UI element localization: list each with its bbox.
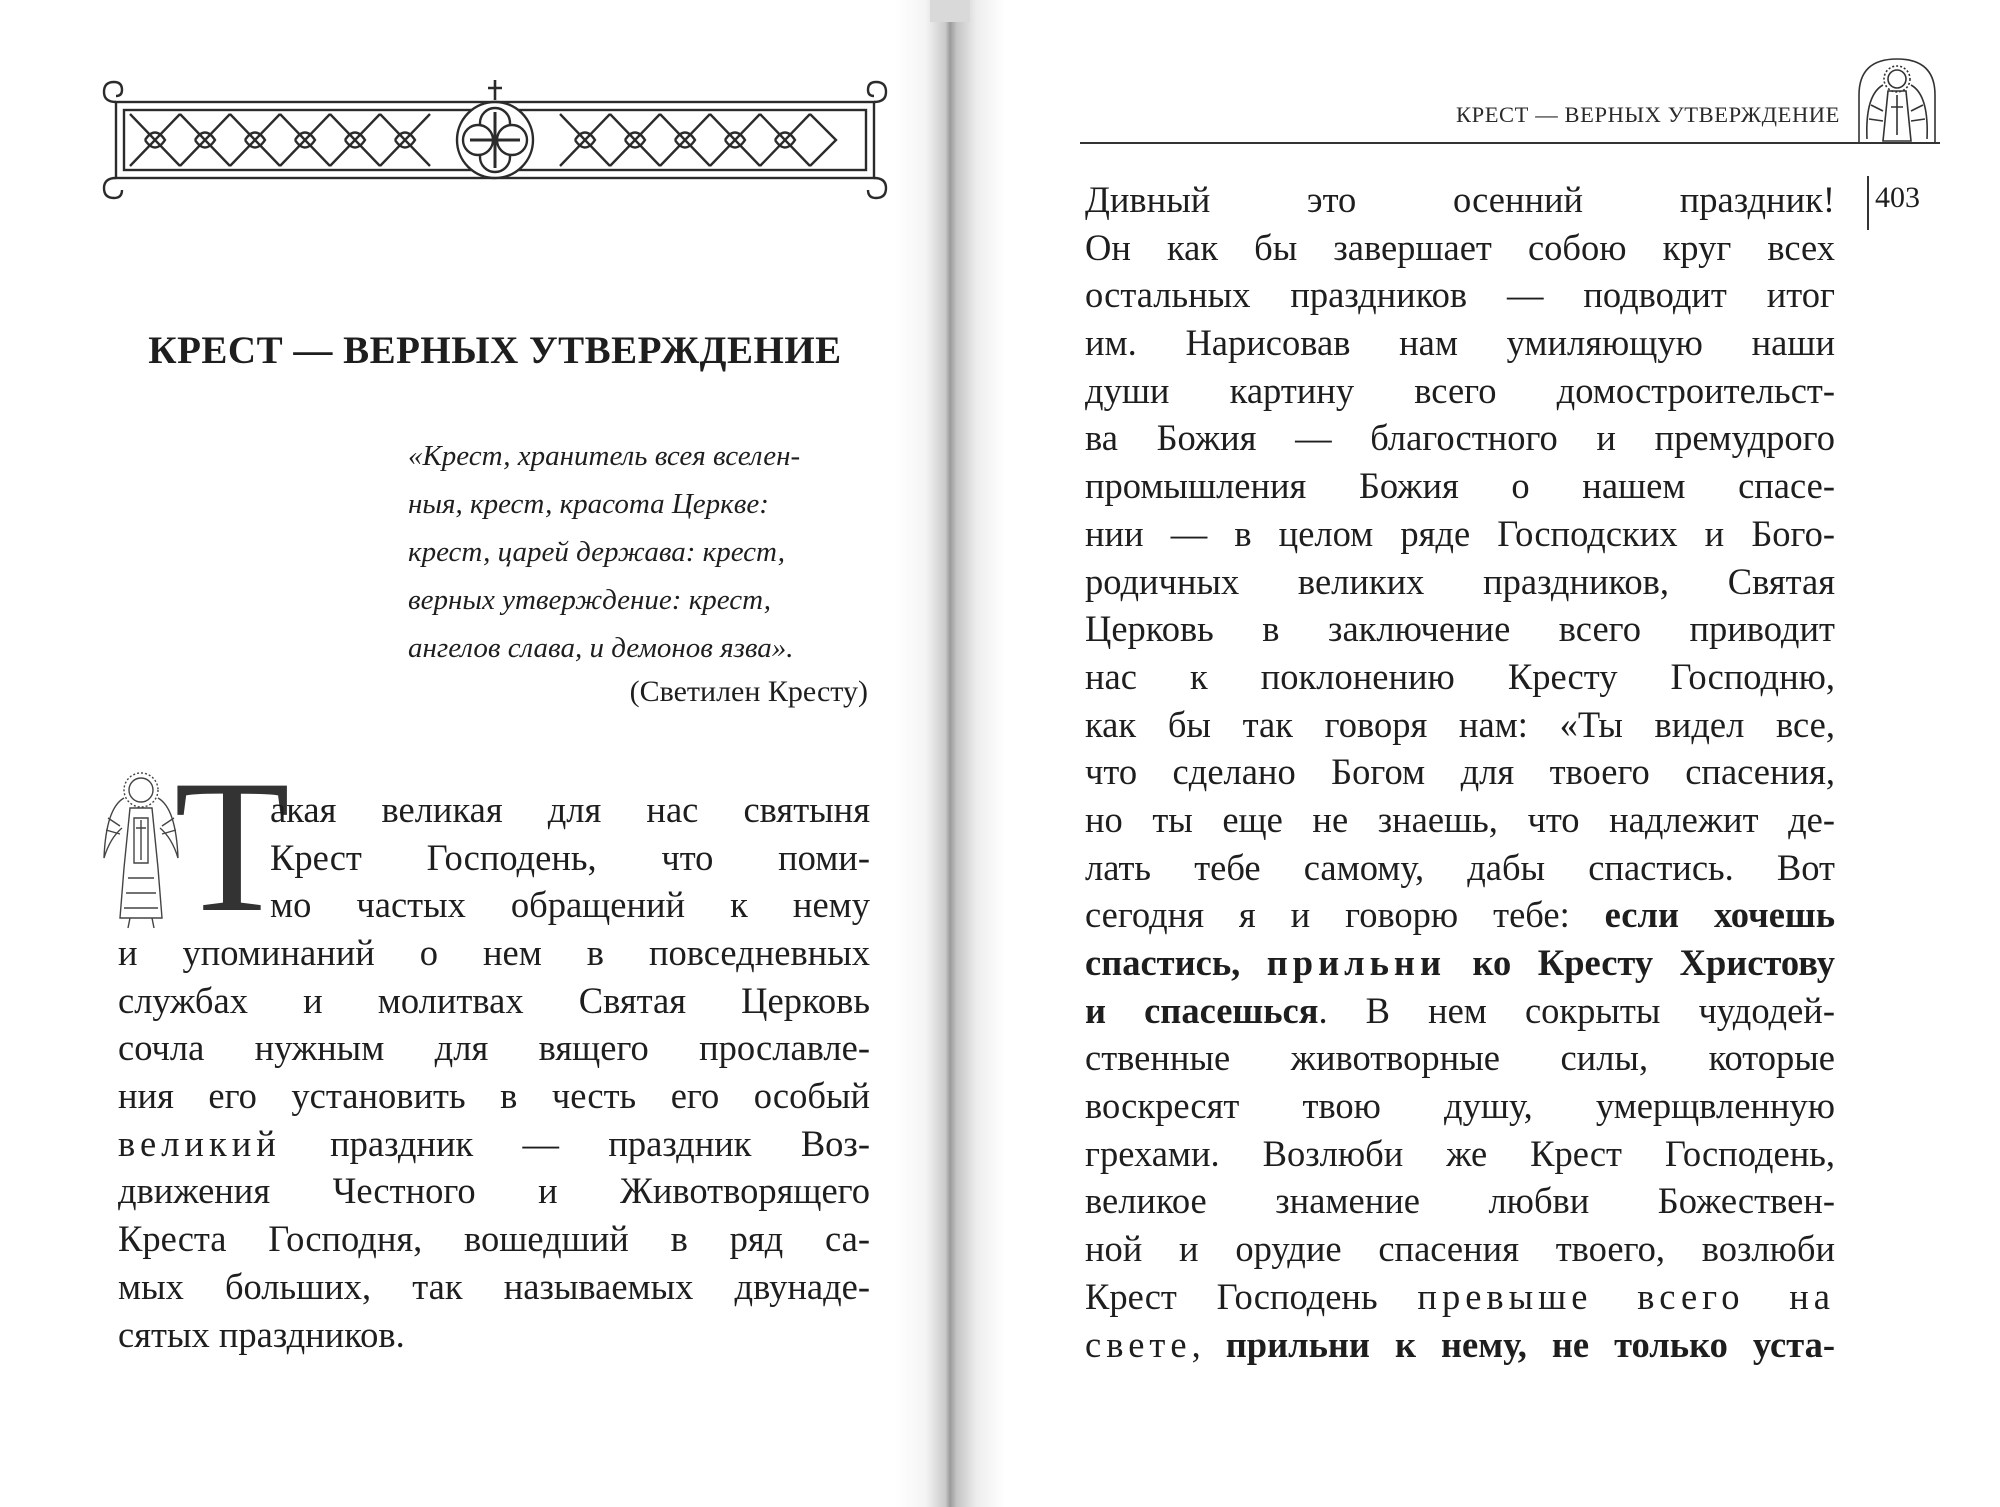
text-line: мых больших, так называемых двунаде-: [118, 1265, 870, 1307]
epigraph: [408, 432, 868, 672]
cross-ornament-headpiece: [100, 80, 890, 200]
drop-cap: Т: [174, 742, 291, 952]
text-line: [1085, 939, 1835, 987]
right-paragraph: [1085, 176, 1835, 1368]
text-run: . В нем сокрыты чудодей-: [1318, 989, 1835, 1031]
epigraph-line: крест, царей держава: крест,: [408, 536, 785, 568]
text-line: сочла нужным для вящего прославле-: [118, 1027, 870, 1069]
epigraph-line: ныя, крест, красота Церкве:: [408, 488, 769, 520]
text-line: остальных праздников — подводит итог: [1085, 274, 1835, 316]
text-line: [1085, 987, 1835, 1035]
bold-text: прильни к нему, не только уста-: [1225, 1323, 1836, 1365]
text-run: праздник — праздник Воз-: [280, 1122, 870, 1164]
epigraph-line: ангелов слава, и демонов язва».: [408, 632, 794, 664]
bold-text: ко Кресту Христову: [1445, 942, 1835, 983]
text-line: как бы так говоря нам: «Ты видел все,: [1085, 703, 1835, 745]
text-line: [1085, 1321, 1835, 1369]
bold-text: и спасешься: [1085, 989, 1319, 1031]
text-line: [118, 1120, 870, 1168]
text-line: ва Божия — благостного и премудрого: [1085, 417, 1835, 459]
angel-illustration-icon: [100, 768, 182, 930]
text-run: ,: [1191, 1323, 1226, 1365]
epigraph-line: «Крест, хранитель всея вселен-: [408, 440, 801, 472]
chapter-title: КРЕСТ — ВЕРНЫХ УТВЕРЖДЕНИЕ: [148, 329, 842, 372]
text-line: промышления Божия о нашем спасе-: [1085, 465, 1835, 507]
text-line: ния его установить в честь его особый: [118, 1075, 870, 1117]
spaced-text: превыше всего на: [1417, 1275, 1835, 1317]
bold-text: если хочешь: [1604, 894, 1836, 936]
text-line: грехами. Возлюби же Крест Господень,: [1085, 1132, 1835, 1174]
text-line: и упоминаний о нем в повседневных: [118, 932, 870, 973]
text-line: лать тебе самому, дабы спастись. Вот: [1085, 846, 1835, 888]
text-line: Дивный это осенний праздник!: [1085, 179, 1835, 220]
text-line: Он как бы завершает собою круг всех: [1085, 226, 1835, 268]
text-run: Крест Господень: [1085, 1275, 1418, 1317]
text-line: нии — в целом ряде Господских и Бого-: [1085, 512, 1835, 554]
spaced-text: великий: [118, 1122, 281, 1164]
intro-paragraph: [270, 786, 870, 929]
text-line: родичных великих праздников, Святая: [1085, 560, 1835, 602]
book-gutter: [895, 0, 1005, 1507]
epigraph-source: (Светилен Кресту): [629, 675, 868, 708]
text-line: сятых праздников.: [118, 1313, 405, 1355]
bold-text: спастись,: [1085, 942, 1267, 983]
text-line: мо частых обращений к нему: [270, 884, 870, 926]
text-line: акая великая для нас святыня: [270, 789, 870, 830]
text-line: Крест Господень, что поми-: [270, 836, 870, 878]
angel-header-icon: [1855, 55, 1940, 145]
bold-spaced-text: прильни: [1266, 942, 1446, 983]
text-line: что сделано Богом для твоего спасения,: [1085, 751, 1835, 793]
running-head: КРЕСТ — ВЕРНЫХ УТВЕРЖДЕНИЕ: [1455, 102, 1840, 127]
text-line: [1085, 1273, 1835, 1321]
text-line: Креста Господня, вошедший в ряд са-: [118, 1218, 870, 1260]
text-line: им. Нарисовав нам умиляющую наши: [1085, 322, 1835, 364]
text-line: но ты еще не знаешь, что надлежит де-: [1085, 798, 1835, 840]
text-line: [1085, 891, 1835, 939]
text-line: Церковь в заключение всего приводит: [1085, 608, 1835, 650]
text-line: души картину всего домостроительст-: [1085, 369, 1835, 411]
text-line: службах и молитвах Святая Церковь: [118, 979, 870, 1021]
spaced-text: свете: [1085, 1323, 1192, 1365]
page-number-rule: [1867, 176, 1869, 230]
text-line: движения Честного и Животворящего: [118, 1170, 870, 1212]
text-run: сегодня я и говорю тебе:: [1085, 894, 1605, 936]
text-line: воскресят твою душу, умерщвленную: [1085, 1085, 1835, 1127]
header-rule: [1080, 142, 1940, 144]
text-line: великое знамение любви Божествен-: [1085, 1180, 1835, 1222]
text-line: ной и орудие спасения твоего, возлюби: [1085, 1228, 1835, 1270]
text-line: нас к поклонению Кресту Господню,: [1085, 655, 1835, 697]
gutter-edge: [930, 0, 970, 22]
left-paragraph: [118, 929, 870, 1358]
page-number: 403: [1875, 181, 1920, 214]
text-line: ственные животворные силы, которые: [1085, 1037, 1835, 1079]
epigraph-line: верных утверждение: крест,: [408, 584, 772, 616]
